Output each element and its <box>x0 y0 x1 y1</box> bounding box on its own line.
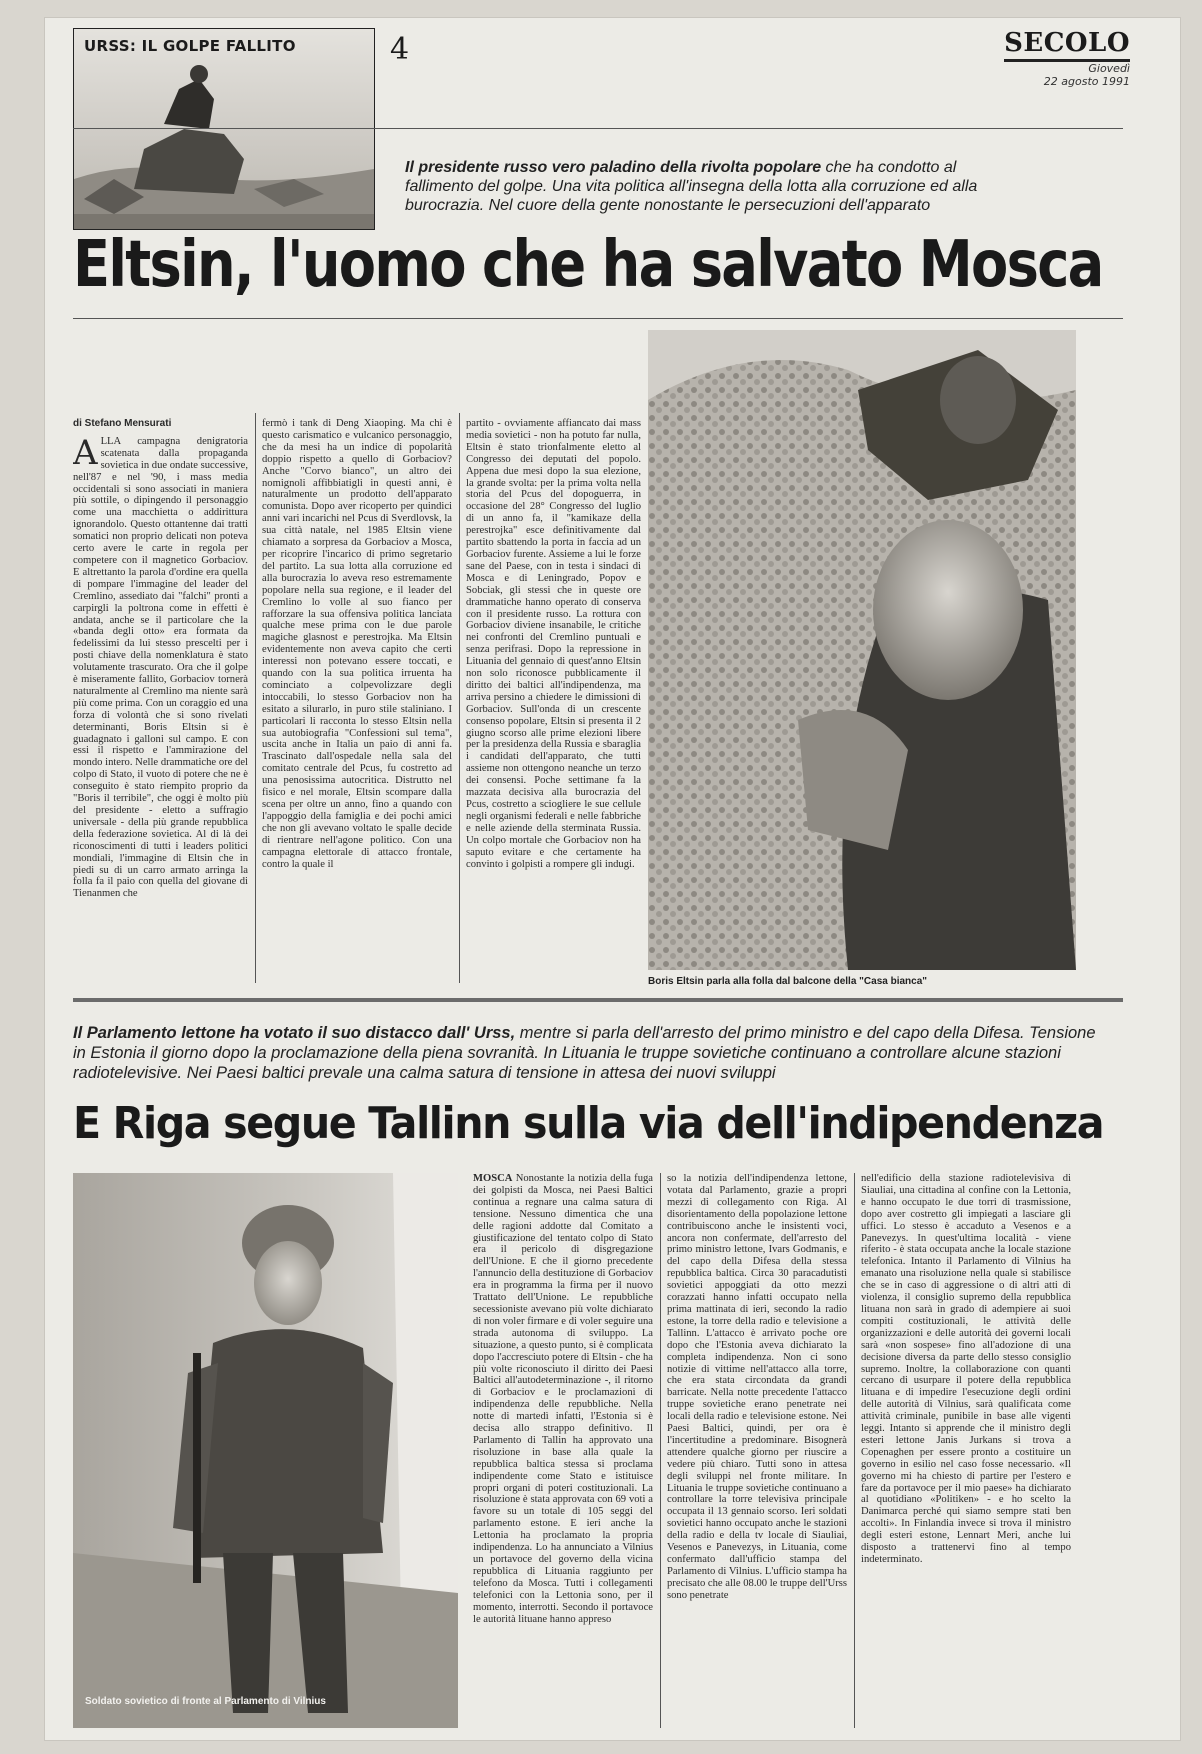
eltsin-photo-caption: Boris Eltsin parla alla folla dal balcone della "Casa bianca" <box>648 976 928 987</box>
story2-standfirst <box>73 1023 1103 1083</box>
story2-column-1 <box>473 1173 653 1728</box>
newspaper-brand: SECOLO <box>1004 28 1130 62</box>
story2-headline: E Riga segue Tallinn sulla via dell'indipendenza <box>73 1098 1104 1149</box>
story2-dateline: MOSCA <box>473 1173 513 1184</box>
soldier-photo-caption: Soldato sovietico di fronte al Parlamento di Vilnius <box>85 1696 326 1707</box>
story2-column-2 <box>667 1173 847 1728</box>
page-number: 4 <box>390 32 410 67</box>
column-rule <box>459 413 460 983</box>
soldier-photo <box>73 1173 458 1728</box>
newspaper-page <box>45 18 1180 1740</box>
story1-dropcap: A <box>73 432 98 473</box>
issue-date: 22 agosto 1991 <box>1043 75 1130 88</box>
story2-col2-text: so la notizia dell'indipendenza lettone, votata dal Parlamento, grazie a propri mezzi di collegamento con Riga. Al disorientamento della popolazione lettone contribuiscono anche le insistenti voci, ancora non confermate, dell'arresto del primo ministro lettone, Ivars Godmanis, e del capo della Difesa della stessa repubblica baltica. Circa 30 paracadutisti sovietici appoggiati da otto mezzi corazzati hanno infatti occupato nella prima mattinata di ieri, secondo la radio estone, la torre della radio e televisione a Tallinn. L'attacco è arrivato poche ore dopo che l'Estonia aveva dichiarato la completa indipendenza. Non ci sono notizie di vittime nell'attacco alla torre, che era stata circondata da grandi barricate. Nella notte precedente l'attacco truppe sovietiche erano penetrate nei locali della radio e televisione estone. Nei Paesi Baltici, quindi, per ora è l'incertitudine a predominare. Bisognerà attendere qualche giorno per riuscire a vedere più chiaro. Tutti sono in attesa degli sviluppi nel fronte militare. In Lituania le truppe sovietiche continuano a controllare la torre televisiva principale occupata il 13 gennaio scorso. Ieri soldati sovietici hanno occupato anche le stazioni della radio e della tv locale di Siauliai, Vesenos e Panevezys, in Lituania, come confermato dall'ufficio stampa del Parlamento di Vilnius. L'ufficio stampa ha precisato che alle 08.00 le truppe dell'Urss sono penetrate <box>667 1173 847 1601</box>
story1-column-2 <box>262 418 452 978</box>
top-divider <box>73 128 1123 129</box>
soldier-photo-graphic <box>73 1173 458 1728</box>
column-rule <box>854 1173 855 1728</box>
story1-standfirst-body: che ha condotto al fallimento del golpe. Una vita politica all'insegna della lotta alla corruzione ed alla burocrazia. Nel cuore della gente nonostante le persecuzioni dell'apparato <box>405 159 978 214</box>
story1-headline-rule <box>73 318 1123 319</box>
story2-standfirst-body: mentre si parla dell'arresto del primo ministro e del capo della Difesa. Tensione in Estonia il giorno dopo la proclamazione della piena sovranità. In Lituania le truppe sovietiche continuano a controllare alcune stazioni radiotelevisive. Nei Paesi baltici prevale una calma satura di tensione in attesa dei nuovi sviluppi <box>73 1024 1096 1082</box>
tank-photo <box>74 29 374 229</box>
story2-standfirst-lead: Il Parlamento lettone ha votato il suo distacco dall' Urss, <box>73 1024 516 1042</box>
story1-column-3 <box>466 418 641 978</box>
issue-day: Giovedì <box>1088 62 1130 75</box>
masthead <box>1004 28 1130 88</box>
story1-standfirst-lead: Il presidente russo vero paladino della rivolta popolare <box>405 159 822 176</box>
story1-headline: Eltsin, l'uomo che ha salvato Mosca <box>73 228 1103 302</box>
story1-column-1 <box>73 418 248 978</box>
story2-col3-text: nell'edificio della stazione radiotelevisiva di Siauliai, una cittadina al confine con la Lettonia, e hanno occupato le due torri di trasmissione, dopo aver costretto gli impiegati a lasciare gli uffici. Lo stesso è accaduto a Vesenos e a Panevezys. In quest'ultima località - viene riferito - è stata occupata anche la locale stazione telefonica. Intanto il Parlamento di Vilnius ha emanato una risoluzione nella quale si stabilisce che se in caso di aggressione o di altri atti di violenza, il consiglio supremo della repubblica lituana non sarà in grado di adempiere ai suoi compiti costituzionali, le attività delle organizzazioni e delle autorità dei governi locali sarà «non sospese» fino all'adozione di una decisione diversa da parte dello stesso consiglio supremo. Inoltre, la collaborazione con quanti cercano di usurpare il potere della repubblica lituana e di impedire l'esecuzione degli ordini delle autorità di Vilnius, sarà qualificata come attività criminale, punibile in base alle vigenti leggi. Intanto si apprende che il ministro degli esteri lettone Janis Jurkans si trova a Copenaghen per essere pronto a costituire un governo in esilio nel caso fosse necessario. «Il governo mi ha chiesto di partire per l'estero e fare da portavoce per il mio paese» ha dichiarato al quotidiano «Politiken» - e ho scelto la Danimarca perché qui siamo sempre stati ben accolti». In Finlandia invece si trova il ministro degli esteri estone, Lennart Meri, anche lui disposto a trattenervi fino al tempo indeterminato. <box>861 1173 1071 1565</box>
story1-byline: di Stefano Mensurati <box>73 418 172 429</box>
column-rule <box>255 413 256 983</box>
eltsin-crowd-photo <box>648 330 1076 970</box>
story2-column-3 <box>861 1173 1071 1728</box>
section-label: URSS: IL GOLPE FALLITO <box>84 37 296 55</box>
story1-col3-text: partito - ovviamente affiancato dai mass media sovietici - non ha potuto far nulla, Eltsin è stato trionfalmente eletto al Congresso dei deputati del popolo. Appena due mesi dopo la sua elezione, la grande svolta: per la prima volta nella storia del Pcus del dopoguerra, in occasione del 28° Congresso del luglio di un anno fa, il "kamikaze della perestrojka" esce definitivamente dal partito sbattendo la porta in faccia ad un Gorbaciov furente. Assieme a lui le forze sane del Paese, con in testa i sindaci di Mosca e di Leningrado, Popov e Sobciak, gli stessi che in queste ore drammatiche hanno operato di conserva con il presidente russo. La rottura con Gorbaciov diviene insanabile, le critiche nei confronti del Cremlino puntuali e senza perifrasi. Dopo la repressione in Lituania del gennaio di quest'anno Eltsin non solo riconosce pubblicamente il diritto dei baltici all'indipendenza, ma arriva persino a chiedere le dimissioni di Gorbaciov. Sull'onda di un crescente consenso popolare, Eltsin si presenta il 2 giugno scorso alle prime elezioni libere per la presidenza della Russia e sbaraglia i candidati dell'apparato, che tutti assieme non ottengono neanche un terzo dei consensi. Poche settimane fa la mazzata decisiva alla burocrazia del Pcus, costretto a sciogliere le sue cellule negli organismi federali e nelle fabbriche e nelle aziende della sterminata Russia. Un colpo mortale che Gorbaciov non ha saputo evitare e che certamente ha convinto i golpisti a rompere gli indugi. <box>466 418 641 870</box>
column-rule <box>660 1173 661 1728</box>
section-kicker-box <box>73 28 375 230</box>
story1-standfirst <box>405 158 1005 215</box>
crowd-photo-graphic <box>648 330 1076 970</box>
story-separator <box>73 998 1123 1002</box>
story1-col1-text: LLA campagna denigratoria scatenata dalla propaganda sovietica in due ondate successive, nell'87 e nel '90, i mass media occidentali si sono associati in maniera più sottile, o dipingendo il personaggio come una macchietta o addirittura ignorandolo. Questo ottantenne dai tratti somatici non proprio delicati non poteva certo avere le carte in regola per competere con il magnetico Gorbaciov. E altrettanto la parola d'ordine era quella di pompare l'immagine del leader del Cremlino, assediato dai "falchi" pronti a carpirgli la poltrona come in effetti è andata, anche se il particolare che la «banda degli otto» era formata da fedelissimi da lui stesso prescelti per i posti chiave della nomenklatura è stato volutamente trascurato. Ora che il golpe è miseramente fallito, Gorbaciov tornerà naturalmente al Cremlino ma niente sarà più come prima. Con un coraggio ed una forza di volontà che si sono rivelati determinanti, Boris Eltsin si è guadagnato i galloni sul campo. E con essi il rispetto e l'ammirazione del mondo intero. Nelle drammatiche ore del colpo di Stato, il vuoto di potere che ne è conseguito è stato riempito proprio da "Boris il terribile", che oggi è molto più del presidente - eletto a suffragio universale - della più grande repubblica della federazione sovietica. Al di là dei riconoscimenti di tutti i leaders politici mondiali, l'immagine di Eltsin che in piedi su di un carro armato arringa la folla fa il paio con quella del giovane di Tienanmen che <box>73 435 248 900</box>
story1-col2-text: fermò i tank di Deng Xiaoping. Ma chi è questo carismatico e vulcanico personaggio, che da mesi ha un indice di popolarità doppio rispetto a quello di Gorbaciov? Anche "Corvo bianco", un altro dei nomignoli affibbiatigli in questi anni, è naturalmente un prodotto dell'apparato comunista. Dopo aver ricoperto per quindici anni vari incarichi nel Pcus di Sverdlovsk, la sua città natale, nel 1985 Eltsin viene chiamato a sorpresa da Gorbaciov a Mosca, per ricoprire l'incarico di primo segretario del partito. La sua lotta alla corruzione ed alla burocrazia lo aveva reso estremamente popolare nella sua regione, e il leader del Cremlino lo volle al suo fianco per rafforzare la sua offensiva politica lanciata qualche mese prima con le due parole magiche glasnost e perestrojka. Ma Eltsin evidentemente non aveva capito che certi interessi non potevano essere toccati, e quando con la sua politica irruenta ha cominciato a colpevolizzare degli intoccabili, lo stesso Gorbaciov non ha esitato a silurarlo, in puro stile staliniano. I particolari li racconta lo stesso Eltsin nella sua autobiografia "Confessioni sul tema", uscita anche in Italia un paio di anni fa. Trascinato dall'ospedale nella sala del comitato centrale del Pcus, fu costretto ad una penosissima autocritica. Distrutto nel fisico e nel morale, Eltsin scompare dalla scena per oltre un anno, fino a quando con l'appoggio della famiglia e dei pochi amici che non gli avevano voltato le spalle decide di rientrare nell'agone politico. Con una campagna elettorale di attacco frontale, contro la quale il <box>262 418 452 870</box>
story2-col1-text: Nonostante la notizia della fuga dei golpisti da Mosca, nei Paesi Baltici continua a regnare una calma satura di tensione. Nessuno dimentica che una delle ragioni addotte dal Comitato a giustificazione del tentato colpo di Stato era il pericolo di disgregazione dell'Unione. E che il giorno precedente l'annuncio della destituzione di Gorbaciov era in programma la firma per il nuovo Trattato dell'Unione. Le repubbliche secessioniste avevano più volte dichiarato di non voler firmare e di voler seguire una strada autonoma di sviluppo. La situazione, a questo punto, si è complicata dopo l'accresciuto potere di Eltsin - che ha più volte riconosciuto il diritto dei Paesi Baltici all'autodeterminazione -, il ritorno di Gorbaciov e le proclamazioni di indipendenza delle repubbliche. Nella notte di martedì infatti, l'Estonia si è decisa allo strappo definitivo. Il Parlamento di Tallin ha approvato una risoluzione in base alla quale la repubblica baltica stessa si proclama indipendente come Stato e istituisce propri organi di poteri costituzionali. La risoluzione è stata approvata con 69 voti a favore su un totale di 105 seggi del parlamento estone. E ieri anche la Lettonia ha proclamato la propria indipendenza. Lo ha annunciato a Vilnius un portavoce del governo della vicina repubblica di Lituania raggiunto per telefono da Mosca. Tutti i collegamenti telefonici con la Lettonia sono, per il momento, interrotti. Secondo il portavoce le autorità lituane hanno appreso <box>473 1173 653 1625</box>
